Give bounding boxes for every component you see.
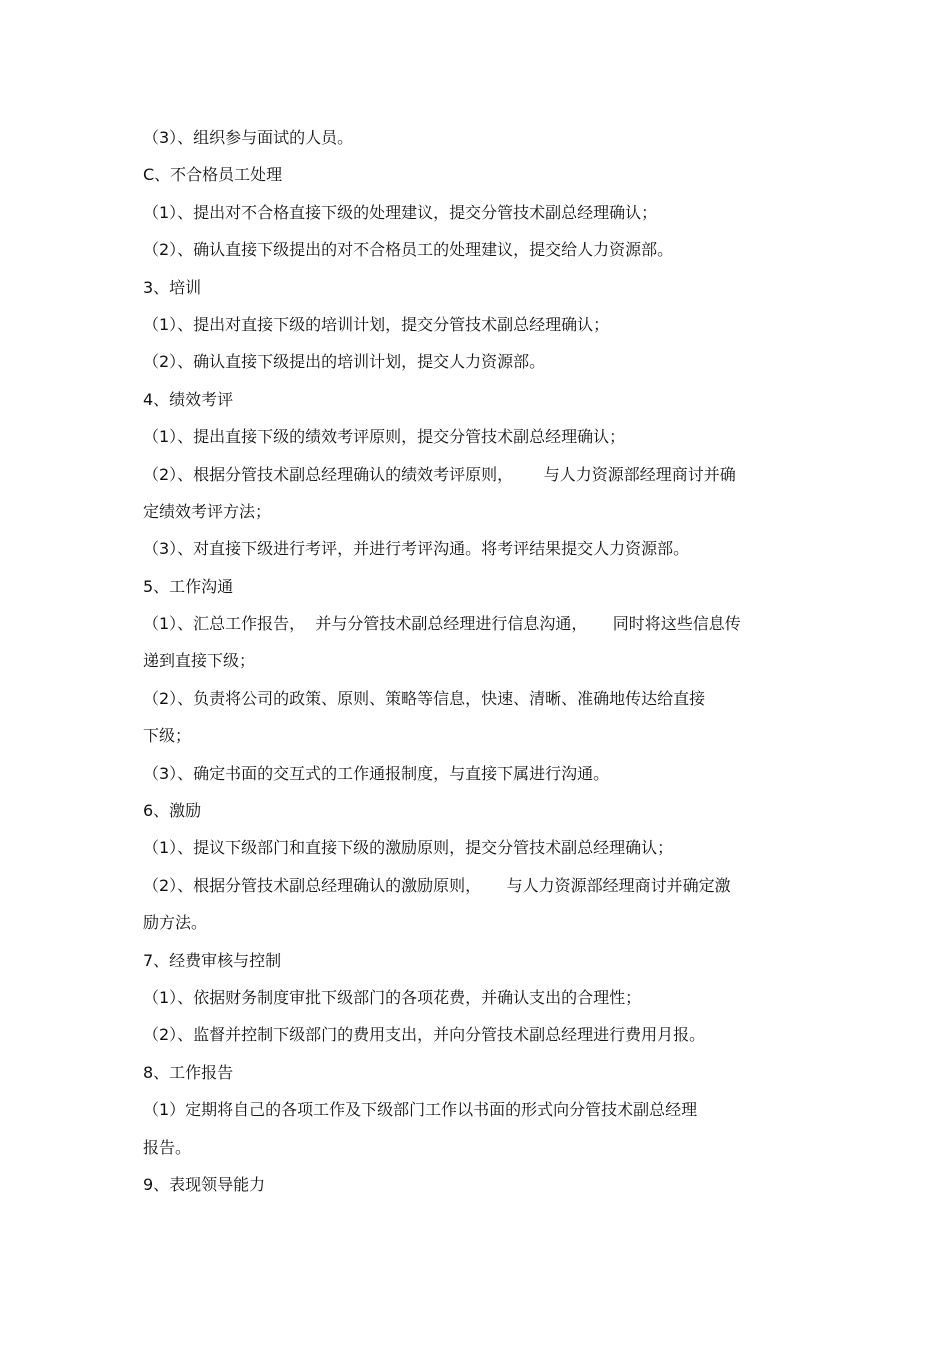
section-heading: C、不合格员工处理 xyxy=(143,165,283,185)
text-line: 报告。 xyxy=(143,1137,192,1157)
section-heading: 3、培训 xyxy=(143,277,202,297)
text-line: （3）、组织参与面试的人员。 xyxy=(143,128,354,147)
text-line: （2）、监督并控制下级部门的费用支出，并向分管技术副总经理进行费用月报。 xyxy=(143,1025,706,1045)
text-line: （1）、提出对不合格直接下级的处理建议，提交分管技术副总经理确认； xyxy=(143,202,658,222)
section-heading: 7、经费审核与控制 xyxy=(143,950,282,970)
text-line: （1）、提议下级部门和直接下级的激励原则，提交分管技术副总经理确认； xyxy=(143,838,674,858)
section-heading: 4、绩效考评 xyxy=(143,389,234,409)
text-line: （3）、对直接下级进行考评，并进行考评沟通。将考评结果提交人力资源部。 xyxy=(143,539,690,559)
section-heading: 9、表现领导能力 xyxy=(143,1174,266,1194)
section-heading: 5、工作沟通 xyxy=(143,576,234,596)
text-line: （1）、提出直接下级的绩效考评原则，提交分管技术副总经理确认； xyxy=(143,427,626,447)
text-line: （2）、负责将公司的政策、原则、策略等信息，快速、清晰、准确地传达给直接 xyxy=(143,688,706,708)
section-heading: 6、激励 xyxy=(143,801,202,821)
text-line: （1）、提出对直接下级的培训计划，提交分管技术副总经理确认； xyxy=(143,314,610,334)
text-line: （2）、确认直接下级提出的培训计划，提交人力资源部。 xyxy=(143,352,546,372)
text-line: （3）、确定书面的交互式的工作通报制度，与直接下属进行沟通。 xyxy=(143,763,610,783)
text-line: （2）、确认直接下级提出的对不合格员工的处理建议，提交给人力资源部。 xyxy=(143,240,674,260)
text-line: 下级； xyxy=(143,726,192,746)
text-line: 定绩效考评方法； xyxy=(143,501,272,521)
text-line: 递到直接下级； xyxy=(143,651,256,671)
text-line: 励方法。 xyxy=(143,913,208,933)
section-heading: 8、工作报告 xyxy=(143,1062,234,1082)
text-line: （1）、汇总工作报告， 并与分管技术副总经理进行信息沟通， 同时将这些信息传 xyxy=(143,614,741,634)
text-line: （2）、根据分管技术副总经理确认的绩效考评原则， 与人力资源部经理商讨并确 xyxy=(143,464,736,484)
text-line: （2）、根据分管技术副总经理确认的激励原则， 与人力资源部经理商讨并确定激 xyxy=(143,875,731,895)
text-line: （1）、依据财务制度审批下级部门的各项花费，并确认支出的合理性； xyxy=(143,987,642,1007)
text-line: （1）定期将自己的各项工作及下级部门工作以书面的形式向分管技术副总经理 xyxy=(143,1100,698,1120)
document-body xyxy=(143,119,808,1203)
